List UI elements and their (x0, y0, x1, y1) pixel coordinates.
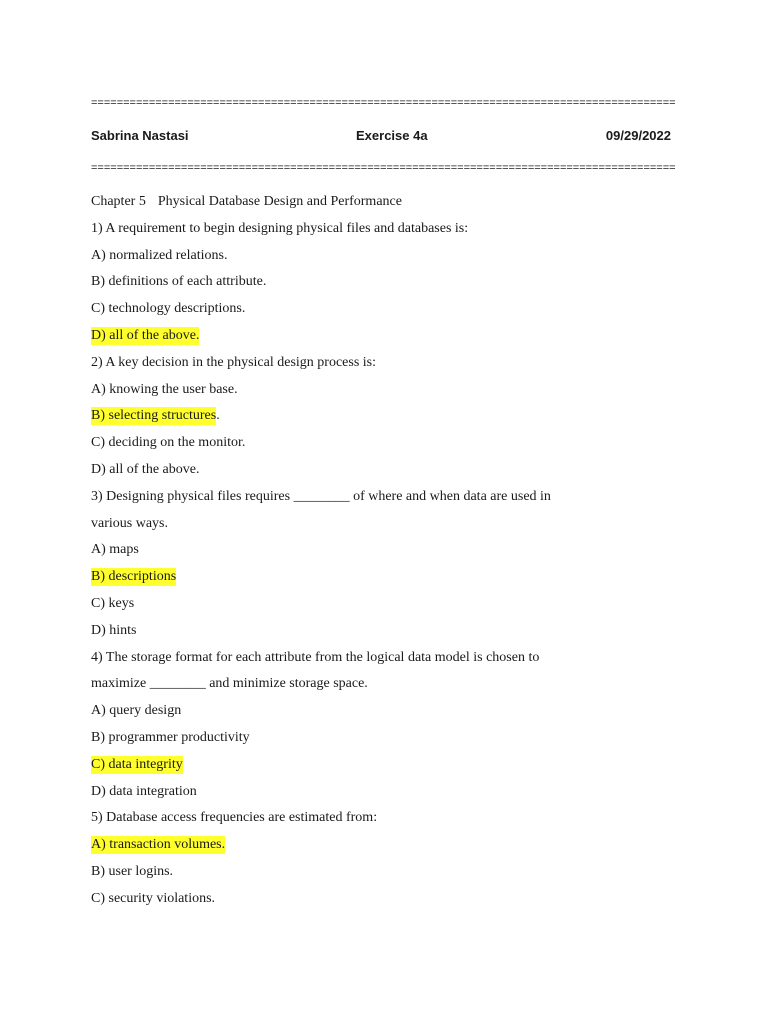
option-text: C) deciding on the monitor. (91, 435, 246, 451)
question-block (91, 484, 671, 645)
question-text: 1) A requirement to begin designing physical files and databases is: (91, 220, 469, 236)
document-body (91, 189, 671, 913)
answer-option (91, 886, 671, 913)
option-text: D) all of the above. (91, 461, 200, 477)
option-text: C) technology descriptions. (91, 301, 246, 317)
answer-option-highlighted (91, 323, 671, 350)
question-block (91, 350, 671, 484)
question-list (91, 216, 671, 913)
question-text: 2) A key decision in the physical design process is: (91, 354, 377, 370)
answer-option (91, 779, 671, 806)
question-text: various ways. (91, 515, 168, 531)
answer-option-highlighted (91, 752, 671, 779)
option-text: A) transaction volumes. (91, 837, 226, 853)
answer-option (91, 859, 671, 886)
header-rule-top: =========================================================================================== (91, 97, 676, 109)
option-text: A) maps (91, 542, 139, 558)
option-text: C) security violations. (91, 890, 216, 906)
option-text: B) definitions of each attribute. (91, 274, 267, 290)
option-text: A) knowing the user base. (91, 381, 238, 397)
answer-option (91, 269, 671, 296)
option-text: B) selecting structures (91, 408, 217, 424)
option-text: D) hints (91, 622, 137, 638)
answer-option (91, 618, 671, 645)
exercise-title: Exercise 4a (356, 128, 428, 143)
option-text: A) query design (91, 703, 182, 719)
answer-option-highlighted (91, 403, 671, 430)
answer-option (91, 296, 671, 323)
answer-option (91, 430, 671, 457)
option-suffix: . (216, 408, 220, 424)
option-text: A) normalized relations. (91, 247, 228, 263)
answer-option (91, 698, 671, 725)
answer-option-highlighted (91, 564, 671, 591)
question-block (91, 805, 671, 912)
option-text: C) data integrity (91, 756, 183, 772)
question-block (91, 216, 671, 350)
option-text: B) descriptions (91, 569, 177, 585)
answer-option (91, 377, 671, 404)
answer-option (91, 537, 671, 564)
option-text: B) programmer productivity (91, 729, 250, 745)
option-text: D) all of the above. (91, 327, 200, 343)
author-name: Sabrina Nastasi (91, 128, 189, 143)
question-text: 5) Database access frequencies are estimated from: (91, 810, 378, 826)
option-text: C) keys (91, 595, 135, 611)
chapter-number: Chapter 5 (91, 194, 146, 209)
question-text: 3) Designing physical files requires ________ of where and when data are used in (91, 488, 551, 504)
chapter-heading (91, 189, 671, 216)
question-text: 4) The storage format for each attribute from the logical data model is chosen to (91, 649, 540, 665)
answer-option-highlighted (91, 832, 671, 859)
answer-option (91, 457, 671, 484)
question-block (91, 645, 671, 806)
option-text: D) data integration (91, 783, 197, 799)
document-date: 09/29/2022 (605, 128, 671, 143)
chapter-title: Physical Database Design and Performance (157, 194, 402, 209)
answer-option (91, 725, 671, 752)
header-rule-bottom: =========================================================================================== (91, 162, 676, 174)
option-text: B) user logins. (91, 863, 174, 879)
question-text: maximize ________ and minimize storage space. (91, 676, 368, 692)
document-header (91, 126, 671, 146)
answer-option (91, 591, 671, 618)
answer-option (91, 243, 671, 270)
